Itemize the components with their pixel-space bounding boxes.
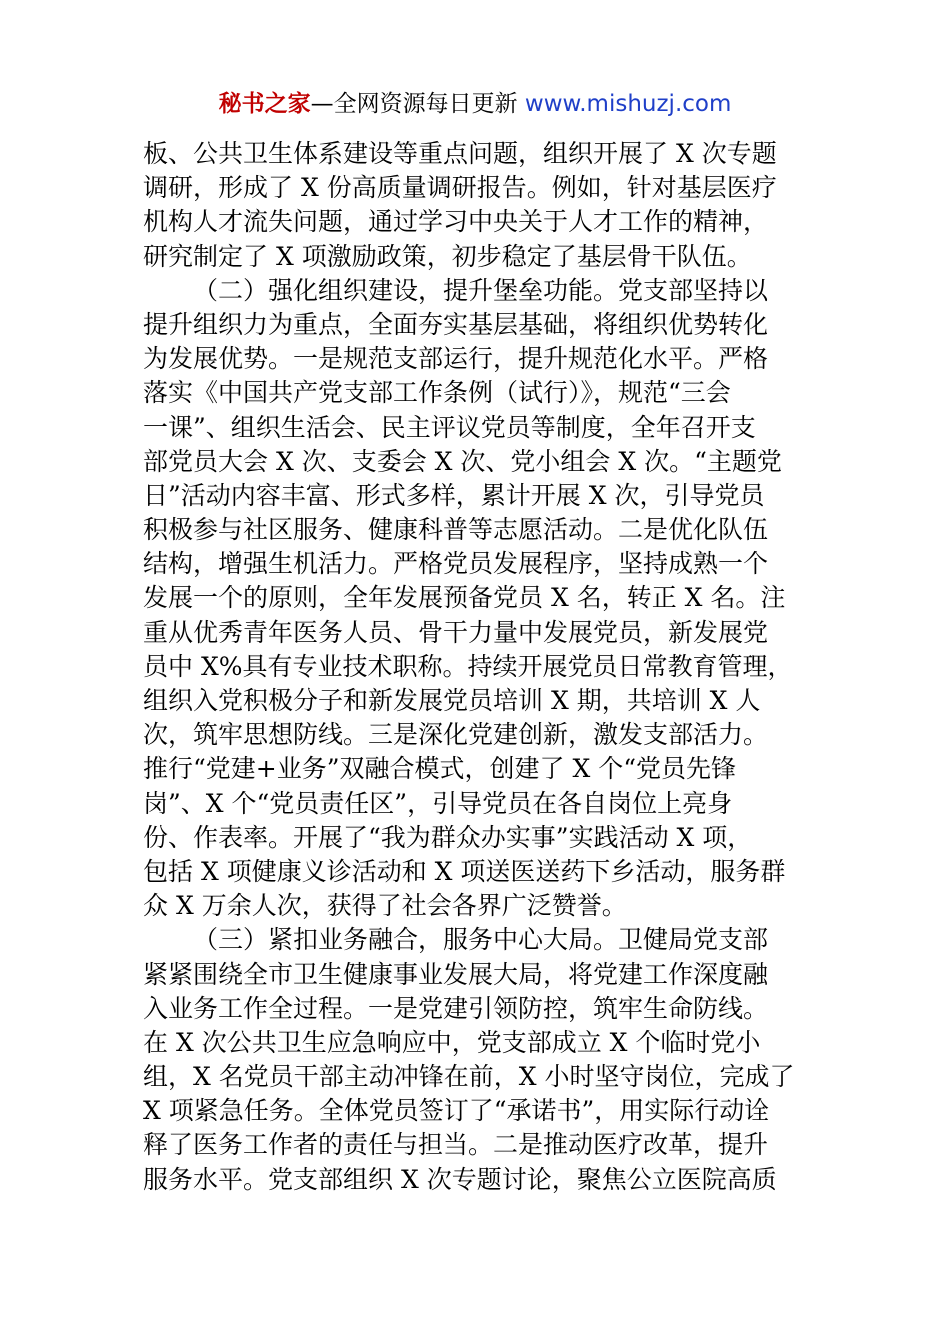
paragraph-line: 为发展优势。一是规范支部运行，提升规范化水平。严格: [143, 344, 769, 374]
paragraph-line: 员中 X%具有专业技术职称。持续开展党员日常教育管理，: [143, 651, 793, 681]
paragraph-line: 积极参与社区服务、健康科普等志愿活动。二是优化队伍: [143, 515, 769, 545]
paragraph-line: 提升组织力为重点，全面夯实基层基础，将组织优势转化: [143, 309, 769, 339]
paragraph-line: 包括 X 项健康义诊活动和 X 项送医送药下乡活动，服务群: [143, 856, 786, 886]
paragraph-line: 重从优秀青年医务人员、骨干力量中发展党员，新发展党: [143, 617, 769, 647]
paragraph-line: 众 X 万余人次，获得了社会各界广泛赞誉。: [143, 891, 627, 921]
paragraph-line: 份、作表率。开展了“我为群众办实事”实践活动 X 项，: [143, 822, 753, 852]
paragraph-line: 调研，形成了 X 份高质量调研报告。例如，针对基层医疗: [143, 173, 777, 203]
paragraph-heading-line: （三）紧扣业务融合，服务中心大局。卫健局党支部: [193, 925, 769, 955]
paragraph-line: 一课”、组织生活会、民主评议党员等制度，全年召开支: [143, 412, 756, 442]
document-body: [143, 137, 808, 1197]
paragraph-line: 机构人才流失问题，通过学习中央关于人才工作的精神，: [143, 207, 769, 237]
paragraph-line: 板、公共卫生体系建设等重点问题，组织开展了 X 次专题: [143, 139, 777, 168]
site-header: [0, 88, 950, 120]
paragraph-line: 发展一个的原则，全年发展预备党员 X 名，转正 X 名。注: [143, 583, 786, 613]
paragraph-line: 研究制定了 X 项激励政策，初步稳定了基层骨干队伍。: [143, 241, 752, 271]
paragraph-line: 释了医务工作者的责任与担当。二是推动医疗改革，提升: [143, 1130, 769, 1160]
paragraph-line: 部党员大会 X 次、支委会 X 次、党小组会 X 次。“主题党: [143, 446, 782, 476]
paragraph-line: X 项紧急任务。全体党员签订了“承诺书”，用实际行动诠: [143, 1096, 770, 1126]
site-brand: 秘书之家: [218, 91, 311, 117]
site-url-link[interactable]: www.mishuzj.com: [524, 91, 732, 117]
paragraph-line: 在 X 次公共卫生应急响应中，党支部成立 X 个临时党小: [143, 1027, 761, 1057]
paragraph-heading-line: （二）强化组织建设，提升堡垒功能。党支部坚持以: [193, 275, 769, 305]
paragraph-line: 推行“党建+业务”双融合模式，创建了 X 个“党员先锋: [143, 754, 736, 784]
paragraph-line: 落实《中国共产党支部工作条例（试行）》，规范“三会: [143, 378, 731, 408]
paragraph-line: 服务水平。党支部组织 X 次专题讨论，聚焦公立医院高质: [143, 1164, 777, 1194]
paragraph-line: 入业务工作全过程。一是党建引领防控，筑牢生命防线。: [143, 993, 769, 1023]
paragraph-line: 组织入党积极分子和新发展党员培训 X 期，共培训 X 人: [143, 686, 761, 715]
paragraph-line: 岗”、X 个“党员责任区”，引导党员在各自岗位上亮身: [143, 788, 733, 818]
paragraph-line: 次，筑牢思想防线。三是深化党建创新，激发支部活力。: [143, 720, 769, 750]
paragraph-line: 组，X 名党员干部主动冲锋在前，X 小时坚守岗位，完成了: [143, 1062, 795, 1092]
paragraph-line: 日”活动内容丰富、形式多样，累计开展 X 次，引导党员: [143, 480, 765, 510]
paragraph-line: 紧紧围绕全市卫生健康事业发展大局，将党建工作深度融: [143, 959, 769, 989]
paragraph-line: 结构，增强生机活力。严格党员发展程序，坚持成熟一个: [143, 549, 769, 579]
site-tagline: —全网资源每日更新: [310, 91, 525, 117]
